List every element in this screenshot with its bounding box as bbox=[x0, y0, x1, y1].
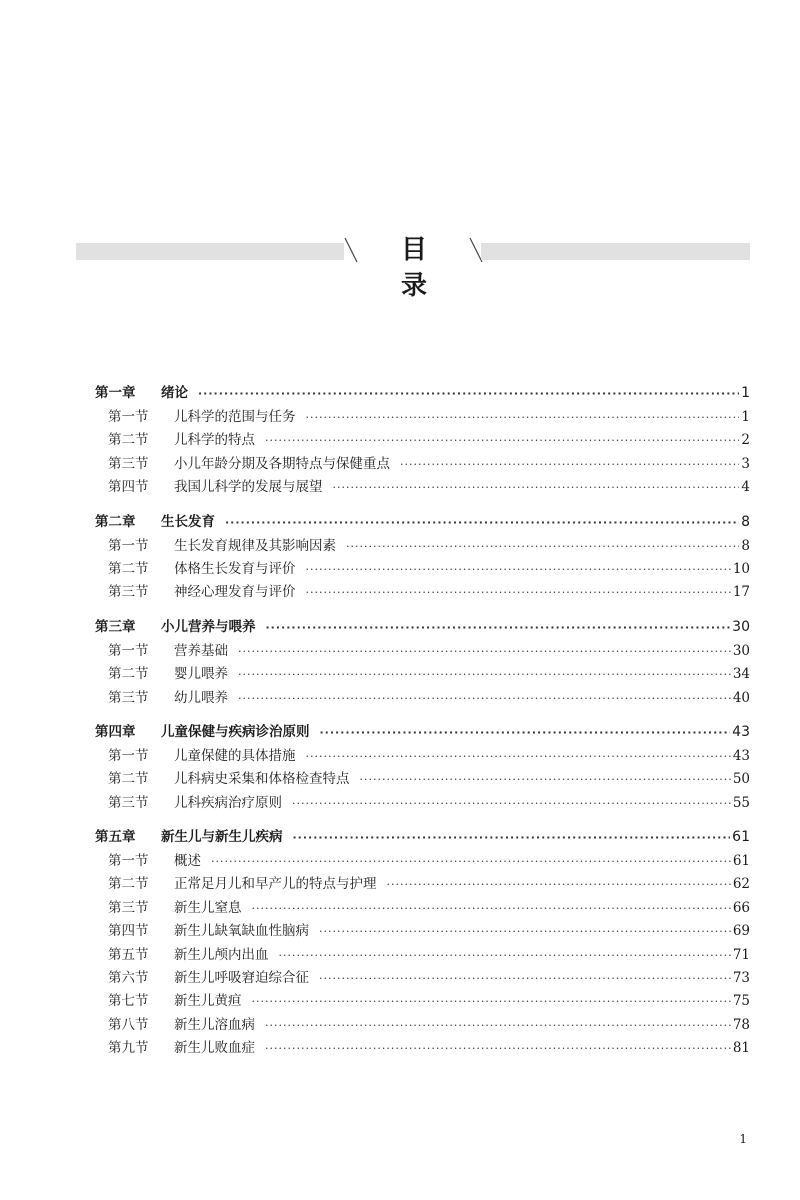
section-number: 第三节 bbox=[108, 794, 149, 811]
toc-chapter-entry[interactable] bbox=[95, 380, 750, 406]
chapter-title: 生长发育 bbox=[161, 513, 215, 530]
toc-section-entry[interactable] bbox=[95, 406, 750, 429]
section-number: 第二节 bbox=[108, 666, 149, 683]
toc-chapter-entry[interactable] bbox=[95, 509, 750, 535]
section-title: 营养基础 bbox=[174, 642, 228, 659]
section-title: 我国儿科学的发展与展望 bbox=[174, 479, 323, 496]
section-number: 第四节 bbox=[108, 479, 149, 496]
toc-section-entry[interactable] bbox=[95, 792, 750, 815]
dot-leader bbox=[306, 581, 731, 604]
chapter-block bbox=[95, 719, 750, 815]
toc-header bbox=[76, 232, 750, 301]
chapter-page: 43 bbox=[732, 723, 750, 740]
header-bar-left bbox=[76, 243, 344, 260]
toc-chapter-entry[interactable] bbox=[95, 719, 750, 745]
section-number: 第四节 bbox=[108, 923, 149, 940]
section-page: 55 bbox=[732, 794, 750, 811]
dot-leader bbox=[265, 1037, 731, 1060]
section-page: 30 bbox=[732, 642, 750, 659]
section-number: 第六节 bbox=[108, 970, 149, 987]
chapter-block bbox=[95, 614, 750, 710]
chapter-block bbox=[95, 380, 750, 500]
dot-leader bbox=[292, 792, 731, 815]
section-number: 第二节 bbox=[108, 432, 149, 449]
section-title: 儿科疾病治疗原则 bbox=[174, 794, 282, 811]
toc-section-entry[interactable] bbox=[95, 453, 750, 476]
toc-section-entry[interactable] bbox=[95, 640, 750, 663]
header-bar-right bbox=[481, 243, 750, 260]
chapter-title: 绪论 bbox=[161, 385, 188, 401]
section-number: 第三节 bbox=[108, 455, 149, 472]
chapter-number: 第一章 bbox=[95, 385, 136, 401]
section-number: 第一节 bbox=[108, 537, 149, 554]
section-number: 第二节 bbox=[108, 771, 149, 788]
toc-section-entry[interactable] bbox=[95, 1014, 750, 1037]
section-page: 81 bbox=[732, 1040, 750, 1057]
chapter-block bbox=[95, 824, 750, 1061]
section-page: 78 bbox=[732, 1016, 750, 1033]
dot-leader bbox=[319, 967, 731, 990]
section-number: 第五节 bbox=[108, 946, 149, 963]
toc-section-entry[interactable] bbox=[95, 558, 750, 581]
section-number: 第七节 bbox=[108, 993, 149, 1010]
section-page: 43 bbox=[732, 747, 750, 764]
section-title: 概述 bbox=[174, 853, 201, 870]
section-title: 体格生长发育与评价 bbox=[174, 560, 296, 577]
section-page: 62 bbox=[732, 876, 750, 893]
chapter-page: 30 bbox=[732, 618, 750, 635]
section-number: 第三节 bbox=[108, 584, 149, 601]
dot-leader bbox=[211, 850, 731, 873]
section-number: 第一节 bbox=[108, 642, 149, 659]
page-number: 1 bbox=[739, 1132, 747, 1146]
toc-section-entry[interactable] bbox=[95, 920, 750, 943]
toc-section-entry[interactable] bbox=[95, 535, 750, 558]
dot-leader bbox=[238, 687, 731, 710]
section-number: 第九节 bbox=[108, 1040, 149, 1057]
chapter-page: 1 bbox=[741, 385, 750, 401]
section-page: 69 bbox=[732, 923, 750, 940]
toc-section-entry[interactable] bbox=[95, 429, 750, 452]
chapter-number: 第三章 bbox=[95, 618, 136, 635]
chapter-block bbox=[95, 509, 750, 605]
dot-leader bbox=[319, 920, 731, 943]
section-number: 第三节 bbox=[108, 899, 149, 916]
dot-leader bbox=[265, 429, 739, 452]
dot-leader bbox=[306, 558, 731, 581]
dot-leader bbox=[198, 381, 739, 407]
section-number: 第八节 bbox=[108, 1016, 149, 1033]
page-title: 目 录 bbox=[400, 235, 447, 301]
dot-leader bbox=[333, 476, 740, 499]
section-number: 第二节 bbox=[108, 876, 149, 893]
toc-section-entry[interactable] bbox=[95, 1037, 750, 1060]
chapter-number: 第四章 bbox=[95, 723, 136, 740]
section-title: 婴儿喂养 bbox=[174, 666, 228, 683]
chapter-title: 儿童保健与疾病诊治原则 bbox=[161, 723, 310, 740]
dot-leader bbox=[279, 944, 731, 967]
dot-leader bbox=[238, 640, 731, 663]
section-title: 儿科学的特点 bbox=[174, 432, 255, 449]
section-page: 71 bbox=[732, 946, 750, 963]
dot-leader bbox=[265, 1014, 731, 1037]
section-title: 新生儿黄疸 bbox=[174, 993, 242, 1010]
section-page: 73 bbox=[732, 970, 750, 987]
dot-leader bbox=[225, 510, 739, 536]
section-page: 2 bbox=[741, 432, 750, 449]
dot-leader bbox=[360, 768, 731, 791]
section-page: 50 bbox=[732, 771, 750, 788]
section-number: 第一节 bbox=[108, 747, 149, 764]
dot-leader bbox=[400, 453, 739, 476]
section-title: 新生儿呼吸窘迫综合征 bbox=[174, 970, 309, 987]
chapter-number: 第二章 bbox=[95, 513, 136, 530]
chapter-page: 61 bbox=[732, 829, 750, 846]
section-title: 新生儿败血症 bbox=[174, 1040, 255, 1057]
dot-leader bbox=[346, 535, 739, 558]
section-title: 生长发育规律及其影响因素 bbox=[174, 537, 336, 554]
section-title: 神经心理发育与评价 bbox=[174, 584, 296, 601]
section-page: 34 bbox=[732, 666, 750, 683]
section-title: 幼儿喂养 bbox=[174, 689, 228, 706]
toc-section-entry[interactable] bbox=[95, 687, 750, 710]
toc-section-entry[interactable] bbox=[95, 944, 750, 967]
chapter-title: 新生儿与新生儿疾病 bbox=[161, 829, 283, 846]
dot-leader bbox=[252, 897, 731, 920]
section-number: 第一节 bbox=[108, 409, 149, 425]
section-page: 1 bbox=[741, 409, 750, 425]
toc-section-entry[interactable] bbox=[95, 873, 750, 896]
dot-leader bbox=[266, 615, 731, 641]
toc-section-entry[interactable] bbox=[95, 990, 750, 1013]
toc-section-entry[interactable] bbox=[95, 897, 750, 920]
chapter-page: 8 bbox=[741, 513, 750, 530]
dot-leader bbox=[387, 873, 731, 896]
section-page: 40 bbox=[732, 689, 750, 706]
toc-chapter-entry[interactable] bbox=[95, 614, 750, 640]
chapter-number: 第五章 bbox=[95, 829, 136, 846]
dot-leader bbox=[306, 745, 731, 768]
section-page: 61 bbox=[732, 853, 750, 870]
toc-section-entry[interactable] bbox=[95, 768, 750, 791]
section-number: 第三节 bbox=[108, 689, 149, 706]
section-number: 第二节 bbox=[108, 560, 149, 577]
section-title: 小儿年龄分期及各期特点与保健重点 bbox=[174, 455, 390, 472]
section-page: 8 bbox=[741, 537, 750, 554]
toc-section-entry[interactable] bbox=[95, 581, 750, 604]
section-number: 第一节 bbox=[108, 853, 149, 870]
section-page: 10 bbox=[732, 560, 750, 577]
dot-leader bbox=[238, 663, 731, 686]
toc-section-entry[interactable] bbox=[95, 850, 750, 873]
toc-chapter-entry[interactable] bbox=[95, 824, 750, 850]
section-title: 儿童保健的具体措施 bbox=[174, 747, 296, 764]
toc-section-entry[interactable] bbox=[95, 745, 750, 768]
section-title: 儿科学的范围与任务 bbox=[174, 409, 296, 425]
section-page: 75 bbox=[732, 993, 750, 1010]
section-page: 4 bbox=[741, 479, 750, 496]
dot-leader bbox=[320, 720, 731, 746]
toc-section-entry[interactable] bbox=[95, 663, 750, 686]
dot-leader bbox=[306, 406, 740, 429]
section-title: 正常足月儿和早产儿的特点与护理 bbox=[174, 876, 377, 893]
toc-section-entry[interactable] bbox=[95, 967, 750, 990]
section-title: 新生儿溶血病 bbox=[174, 1016, 255, 1033]
dot-leader bbox=[293, 825, 731, 851]
dot-leader bbox=[252, 990, 731, 1013]
section-title: 新生儿颅内出血 bbox=[174, 946, 269, 963]
section-title: 新生儿窒息 bbox=[174, 899, 242, 916]
section-title: 新生儿缺氧缺血性脑病 bbox=[174, 923, 309, 940]
section-page: 17 bbox=[732, 584, 750, 601]
table-of-contents bbox=[95, 380, 750, 1070]
section-title: 儿科病史采集和体格检查特点 bbox=[174, 771, 350, 788]
toc-section-entry[interactable] bbox=[95, 476, 750, 499]
section-page: 3 bbox=[741, 455, 750, 472]
section-page: 66 bbox=[732, 899, 750, 916]
chapter-title: 小儿营养与喂养 bbox=[161, 618, 256, 635]
